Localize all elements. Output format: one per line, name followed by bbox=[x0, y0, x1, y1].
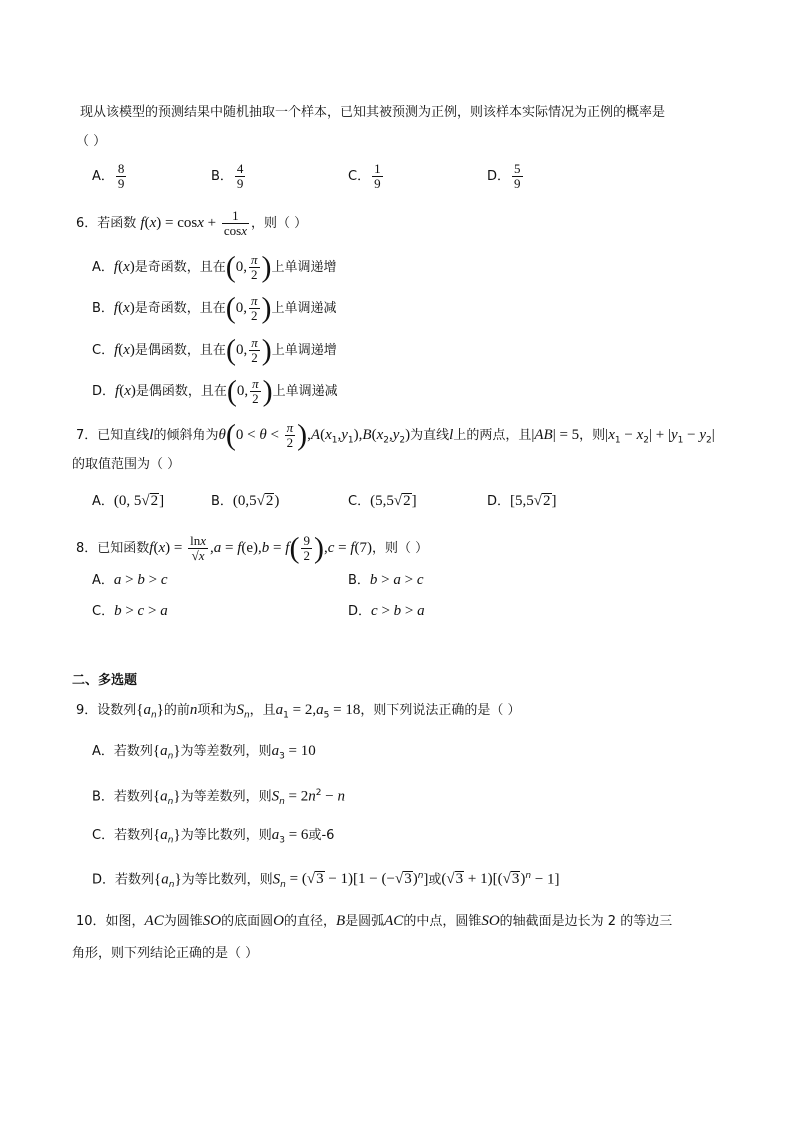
q5-option-b-fraction: $\frac{4}{9}$ bbox=[236, 161, 244, 191]
q7-stem-line2: 的取值范围为（ ） bbox=[72, 457, 181, 472]
section-heading-multiple-choice: 二、多选题 bbox=[72, 673, 138, 688]
q9-option-a[interactable]: A．若数列$\{a_n\}$为等差数列，则$a_3 = 10$ bbox=[92, 743, 316, 762]
q5-option-a[interactable]: A． $\frac{8}{9}$ bbox=[92, 161, 125, 191]
q7-option-d[interactable]: D．[5,5√2] bbox=[487, 493, 557, 509]
q10-stem-line2: 角形，则下列结论正确的是（ ） bbox=[72, 946, 259, 961]
q6-option-c[interactable]: C．f(x)是偶函数，且在(0, $\frac{\pi}{2}$ )上单调递增 bbox=[92, 333, 337, 367]
q7-option-a[interactable]: A．(0, 5√2] bbox=[92, 493, 165, 509]
q6-fraction: $\frac{1}{\cos x}$ bbox=[223, 208, 247, 238]
q9-stem: 9．设数列$\{a_n\}$的前n项和为$S_n$，且$a_1 = 2,a_5 = 18$，则下列说法正确的是（ ） bbox=[76, 702, 521, 721]
q6-stem: 6．若函数 f(x) = cosx + $\frac{1}{\cos x}$ ，则（ ） bbox=[76, 208, 308, 238]
q9-option-c[interactable]: C．若数列$\{a_n\}$为等比数列，则$a_3 = 6$或-6 bbox=[92, 827, 335, 846]
q6-option-d[interactable]: D．f(x)是偶函数，且在(0, $\frac{\pi}{2}$ )上单调递减 bbox=[92, 374, 338, 408]
q7-option-b[interactable]: B．(0,5√2) bbox=[211, 493, 280, 509]
q7-stem: 7．已知直线l的倾斜角为θ(0 < θ < $\frac{\pi}{2}$ )$,A(x_1,y_1),B(x_2,y_2)$为直线l上的两点，且|AB| = 5，则$|x_1 - x_2| + |y_1 - y_2|$ bbox=[76, 418, 715, 452]
q7-option-c[interactable]: C．(5,5√2] bbox=[348, 493, 417, 509]
q9-option-d[interactable]: D．若数列$\{a_n\}$为等比数列，则$S_n = (√3 - 1)[1 - (-√3)^n]$或$(√3 + 1)[(√3)^n - 1]$ bbox=[92, 871, 560, 890]
q8-option-a[interactable]: A．a > b > c bbox=[92, 572, 168, 588]
q6-option-a[interactable]: A．f(x)是奇函数，且在(0, $\frac{\pi}{2}$ )上单调递增 bbox=[92, 250, 337, 284]
q5-option-d-fraction: $\frac{5}{9}$ bbox=[514, 161, 521, 191]
q9-option-b[interactable]: B．若数列$\{a_n\}$为等差数列，则$S_n = 2n^2 - n$ bbox=[92, 788, 345, 807]
q5-stem: 现从该模型的预测结果中随机抽取一个样本，已知其被预测为正例，则该样本实际情况为正例的概率是 bbox=[80, 105, 666, 120]
q5-option-d[interactable]: D． $\frac{5}{9}$ bbox=[487, 161, 521, 191]
q8-option-b[interactable]: B．b > a > c bbox=[348, 572, 424, 588]
q5-option-a-fraction: $\frac{8}{9}$ bbox=[117, 161, 125, 191]
q5-option-c[interactable]: C． $\frac{1}{9}$ bbox=[348, 161, 381, 191]
q10-stem: 10．如图，AC为圆锥SO的底面圆O的直径，B是圆弧AC的中点，圆锥SO的轴截面是边长为 2 的等边三 bbox=[76, 913, 673, 929]
q5-paren: （ ） bbox=[76, 134, 107, 149]
q5-option-b[interactable]: B． $\frac{4}{9}$ bbox=[211, 161, 244, 191]
q6-option-b[interactable]: B．f(x)是奇函数，且在(0, $\frac{\pi}{2}$ )上单调递减 bbox=[92, 291, 337, 325]
q8-stem: 8．已知函数f(x) = $\frac{\ln x}{√x}$ ,a = f(e),b = f( $\frac{9}{2}$ ),c = f(7)，则（ ） bbox=[76, 531, 429, 565]
q5-option-c-fraction: $\frac{1}{9}$ bbox=[374, 161, 381, 191]
q8-option-d[interactable]: D．c > b > a bbox=[348, 603, 425, 619]
q8-option-c[interactable]: C．b > c > a bbox=[92, 603, 168, 619]
